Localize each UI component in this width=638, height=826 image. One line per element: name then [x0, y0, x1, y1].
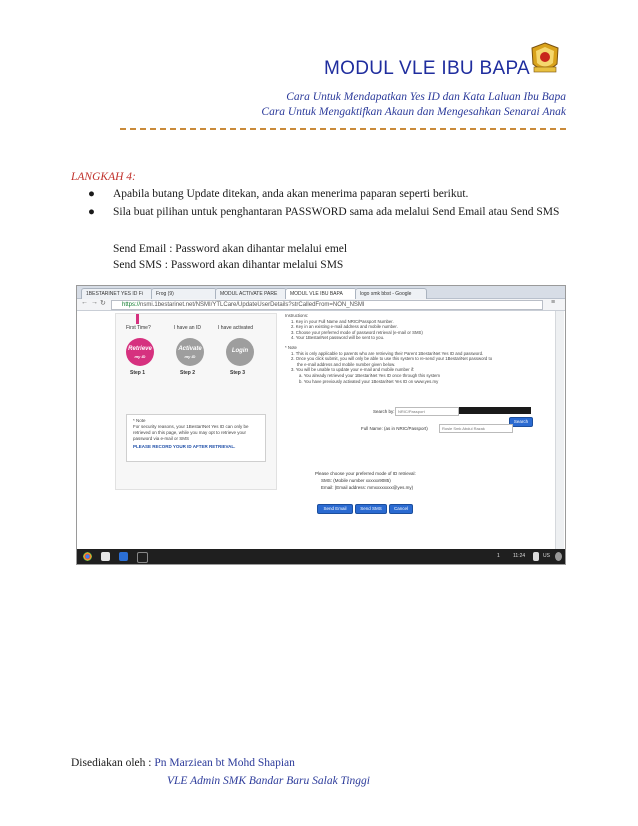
browser-tab-strip [77, 286, 565, 299]
address-bar [77, 299, 565, 311]
note-item: 1. This is only applicable to parents who are retrieving their Parent 1BestariNet Yes ID and password. [291, 350, 484, 356]
email-option[interactable]: Email: (Email address: mmxxxxxxxx@yes.my) [321, 485, 414, 490]
send-email-explanation: Send Email : Password akan dihantar melalui emel [113, 243, 348, 255]
arrow-down-icon [136, 314, 139, 324]
browser-tab[interactable]: Frog (9) [151, 288, 217, 299]
bullet-marker: ● [88, 206, 95, 218]
label-first-time: First Time? [126, 325, 151, 331]
prepared-by-label: Disediakan oleh : [71, 757, 155, 769]
instruction-item: 3. Choose your preferred mode of password retrieval (e-mail or SMS) [291, 329, 423, 335]
note-subitem: a. You already retrieved your 1BestariNet Yes ID once through this system [299, 372, 440, 378]
send-email-button[interactable]: Send Email [317, 504, 353, 514]
note-item: 3. You will be unable to update your e-mail and mobile number if: [291, 367, 415, 373]
gmail-icon[interactable] [101, 552, 110, 561]
label-step-3: Step 3 [230, 370, 246, 376]
instruction-item: 2. Key in an existing e-mail address and mobile number. [291, 324, 398, 330]
fullname-field[interactable]: Rosle Smk Abdul Razak [439, 424, 513, 433]
retrieval-steps-panel [115, 313, 277, 490]
url-field[interactable]: https://nsmi.1bestarinet.net/NSMI/YTLCare/UpdateUserDetails?strCalledFrom=NON_NSMI [111, 300, 543, 310]
note-record-warning: PLEASE RECORD YOUR ID AFTER RETRIEVAL. [133, 444, 236, 449]
browser-tab-active[interactable]: MODUL VLE IBU BAPA [285, 288, 357, 299]
note-subitem: b. You have previously activated your 1BestariNet Yes ID on www.yes.my [299, 378, 439, 384]
step-label: LANGKAH 4: [71, 171, 136, 183]
send-sms-button[interactable]: Send SMS [355, 504, 387, 514]
activate-step-button[interactable]: Activate my ID [176, 338, 204, 366]
footer-role: VLE Admin SMK Bandar Baru Salak Tinggi [167, 775, 370, 787]
docs-icon[interactable] [119, 552, 128, 561]
instruction-item: 4. Your 1BestariNet password will be sent to you. [291, 335, 385, 341]
instructions-note-heading: * Note [285, 344, 297, 350]
battery-icon [533, 552, 539, 561]
choose-mode-label: Please choose your preferred mode of ID retrieval: [315, 471, 416, 476]
locale-indicator[interactable]: US [543, 553, 550, 559]
apps-grid-icon[interactable] [137, 552, 148, 563]
clock[interactable]: 11:24 [513, 553, 526, 559]
search-by-label: Search by: [373, 409, 395, 414]
note-body: For security reasons, your 1BestarINet Yes ID can only be retrieved on this page, while you may opt to retrieve your password via e-mail or SMS [133, 424, 249, 441]
browser-tab[interactable]: 1BESTARINET YES ID Fi [81, 288, 153, 299]
note-title: * Note [133, 418, 146, 423]
label-have-id: I have an ID [174, 325, 201, 331]
note-item: 2. Once you click submit, you will only be able to use this system to re-send your 1BestariNet password to [291, 356, 493, 362]
subtitle-line-1: Cara Untuk Mendapatkan Yes ID dan Kata Laluan Ibu Bapa [286, 91, 566, 103]
search-button[interactable]: Search [509, 417, 533, 427]
login-step-button[interactable]: Login [226, 338, 254, 366]
reload-icon[interactable]: ↻ [100, 300, 106, 307]
fullname-label: Full Name: (as in NRIC/Passport) [361, 426, 428, 431]
label-step-2: Step 2 [180, 370, 196, 376]
label-activated: I have activated [218, 325, 254, 331]
instructions-block [285, 313, 535, 384]
instruction-item: 1. Key in your Full Name and NRIC/Passport Number. [291, 318, 394, 324]
page-title: MODUL VLE IBU BAPA [323, 58, 530, 79]
header-divider [120, 128, 566, 130]
instructions-heading: Instructions: [285, 313, 309, 318]
school-crest-logo [530, 42, 560, 76]
cancel-button[interactable]: Cancel [389, 504, 413, 514]
notification-count: 1 [497, 553, 500, 559]
security-note [126, 414, 266, 462]
browser-tab[interactable]: logo smk bbst - Google [355, 288, 427, 299]
back-icon[interactable]: ← [81, 299, 88, 306]
scrollbar[interactable] [555, 311, 564, 549]
menu-icon[interactable]: ≡ [551, 299, 556, 306]
retrieve-step-button[interactable]: Retrieve my ID [126, 338, 154, 366]
sms-option[interactable]: SMS: (Mobile number xxxxxx9085) [321, 478, 391, 483]
label-step-1: Step 1 [130, 370, 146, 376]
forward-icon[interactable]: → [91, 299, 98, 306]
author-name: Pn Marziean bt Mohd Shapian [154, 757, 295, 769]
chrome-icon[interactable] [83, 552, 92, 561]
web-page [77, 311, 565, 549]
os-taskbar [77, 549, 565, 564]
bullet-marker: ● [88, 188, 95, 200]
browser-tab[interactable]: MODUL ACTIVATE PARE [215, 288, 287, 299]
send-sms-explanation: Send SMS : Password akan dihantar melalui SMS [113, 259, 344, 271]
browser-screenshot [76, 285, 566, 565]
bullet-text-1: Apabila butang Update ditekan, anda akan menerima paparan seperti berikut. [113, 188, 469, 200]
search-by-select[interactable]: NRIC/Passport [395, 407, 459, 416]
footer-prepared-by [71, 757, 295, 769]
note-item: the e-mail address and mobile number given below. [297, 361, 396, 367]
subtitle-line-2: Cara Untuk Mengaktifkan Akaun dan Mengesahkan Senarai Anak [261, 106, 566, 118]
bullet-text-2: Sila buat pilihan untuk penghantaran PASSWORD sama ada melalui Send Email atau Send SMS [113, 206, 560, 218]
redacted-id-field[interactable] [459, 407, 531, 414]
avatar[interactable] [555, 552, 562, 561]
